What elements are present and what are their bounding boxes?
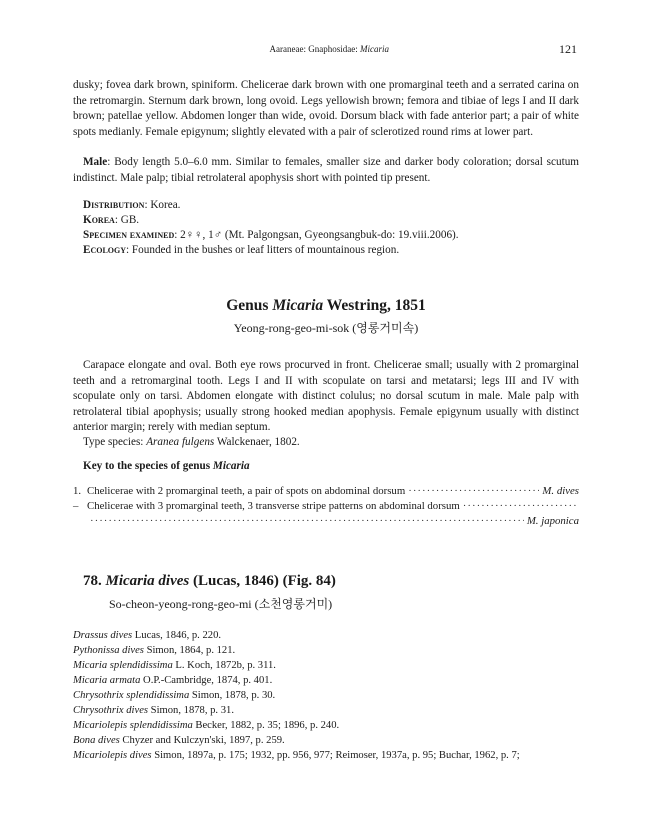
type-species-label: Type species: <box>83 436 147 448</box>
page-number: 121 <box>559 42 577 56</box>
synonym-name: Pythonissa dives <box>73 645 144 656</box>
synonym-name: Micaria splendidissima <box>73 660 173 671</box>
key-couplet-2-continued <box>73 514 579 529</box>
running-head-title <box>270 44 389 54</box>
synonym-entry <box>73 688 579 703</box>
synonym-entry <box>73 658 579 673</box>
synonym-ref: Chyzer and Kulczyn'ski, 1897, p. 259. <box>119 735 285 746</box>
key-number: – <box>73 500 79 512</box>
key-text: Chelicerae with 2 promarginal teeth, a pair of spots on abdominal dorsum <box>87 485 406 497</box>
synonym-entry <box>73 718 579 733</box>
synonym-entry <box>73 733 579 748</box>
key-number: 1. <box>73 485 82 497</box>
species-name: Micaria dives <box>105 573 190 589</box>
fact-label: Specimen examined <box>83 229 175 241</box>
fact-distribution <box>83 198 579 214</box>
fact-text: : Founded in the bushes or leaf litters of mountainous region. <box>126 244 400 256</box>
key-couplet-2 <box>73 499 579 514</box>
key-heading-genus: Micaria <box>212 460 250 472</box>
running-head-title-genus: Micaria <box>360 44 389 54</box>
synonym-entry <box>73 703 579 718</box>
key-heading <box>83 460 250 472</box>
key-heading-prefix: Key to the species of genus <box>83 460 213 472</box>
genus-heading-prefix: Genus <box>226 297 273 314</box>
genus-description: Carapace elongate and oval. Both eye rows procurved in front. Chelicerae small; usually with 2 promarginal teeth and a retromarginal tooth. Legs I and II with scopulate on tarsi and metatarsi; legs III and IV with scopulate only on tarsi. Abdomen elongate with distinct colulus; no dorsal scutum in male. Male palp with retrolateral tibial apophysis; usually strong hooked median apophysis. Female epigynum usually with distinct anterior margin; rerely with median septum. <box>73 359 579 433</box>
synonym-ref: L. Koch, 1872b, p. 311. <box>172 660 276 671</box>
species-korean-name: So-cheon-yeong-rong-geo-mi (소천영롱거미) <box>109 597 333 611</box>
key-text: Chelicerae with 3 promarginal teeth, 3 transverse stripe patterns on abdominal dorsum <box>87 500 460 512</box>
fact-specimen <box>83 228 579 244</box>
fact-text: : GB. <box>114 214 140 226</box>
synonym-ref: Simon, 1878, p. 30. <box>189 690 276 701</box>
key-leader-dots <box>408 484 539 499</box>
synonym-name: Chrysothrix splendidissima <box>73 690 190 701</box>
document-page <box>73 0 579 830</box>
fact-text: : 2♀♀, 1♂ (Mt. Palgongsan, Gyeongsangbuk-do: 19.viii.2006). <box>174 229 459 241</box>
running-head-title-prefix: Aaraneae: Gnaphosidae: <box>269 44 360 54</box>
male-text: : Body length 5.0–6.0 mm. Similar to females, smaller size and darker body coloration; dorsal scutum indistinct. Male palp; tibial retrolateral apophysis short with pointed tip present. <box>73 156 579 184</box>
synonym-ref: O.P.-Cambridge, 1874, p. 401. <box>140 675 273 686</box>
species-number: 78. <box>83 573 106 589</box>
type-species <box>83 435 579 451</box>
genus-korean-name: Yeong-rong-geo-mi-sok (영롱거미속) <box>233 321 419 335</box>
genus-heading-name: Micaria <box>272 297 324 314</box>
genus-heading-author: Westring, 1851 <box>323 297 426 314</box>
synonym-entry <box>73 673 579 688</box>
synonym-name: Micariolepis dives <box>73 750 152 761</box>
synonym-ref: Becker, 1882, p. 35; 1896, p. 240. <box>192 720 340 731</box>
synonym-ref: Simon, 1897a, p. 175; 1932, pp. 956, 977; Reimoser, 1937a, p. 95; Buchar, 1962, p. 7; <box>151 750 520 761</box>
synonym-ref: Simon, 1864, p. 121. <box>143 645 236 656</box>
fact-label: Ecology <box>83 244 127 256</box>
species-heading <box>83 573 336 590</box>
key-result: M. dives <box>542 485 579 497</box>
key-result: M. japonica <box>526 515 579 527</box>
key-leader-dots <box>90 514 524 529</box>
synonym-name: Micaria armata <box>73 675 141 686</box>
key-leader-dots <box>463 499 576 514</box>
key-couplet-1 <box>73 484 579 499</box>
fact-label: Distribution <box>83 199 145 211</box>
fact-label: Korea <box>83 214 115 226</box>
synonym-entry <box>73 643 579 658</box>
male-description <box>73 155 579 186</box>
synonym-name: Bona dives <box>73 735 120 746</box>
synonym-entry <box>73 628 579 643</box>
male-label: Male <box>83 156 108 168</box>
synonym-name: Micariolepis splendidissima <box>73 720 193 731</box>
fact-ecology <box>83 243 579 259</box>
type-species-author: Walckenaer, 1802. <box>214 436 300 448</box>
synonym-ref: Simon, 1878, p. 31. <box>148 705 234 716</box>
female-description: dusky; fovea dark brown, spiniform. Chelicerae dark brown with one promarginal teeth and a serrated carina on the retromargin. Sternum dark brown, long ovoid. Legs yellowish brown; femora and tibiae of legs I and II dark brown; patellae yellow. Abdomen longer than wide, ovoid. Dorsum black with fade anterior part; a pair of white spots medianly. Female epigynum; slightly elevated with a pair of sclerotized round rims at lower part. <box>73 79 579 138</box>
fact-korea <box>83 213 579 229</box>
fact-text: : Korea. <box>144 199 181 211</box>
synonym-name: Drassus dives <box>73 630 133 641</box>
type-species-name: Aranea fulgens <box>146 436 215 448</box>
running-head <box>73 42 579 58</box>
synonym-ref: Lucas, 1846, p. 220. <box>132 630 222 641</box>
synonym-name: Chrysothrix dives <box>73 705 149 716</box>
genus-heading <box>73 297 579 315</box>
species-author: (Lucas, 1846) (Fig. 84) <box>189 573 336 589</box>
synonym-entry <box>73 748 579 763</box>
